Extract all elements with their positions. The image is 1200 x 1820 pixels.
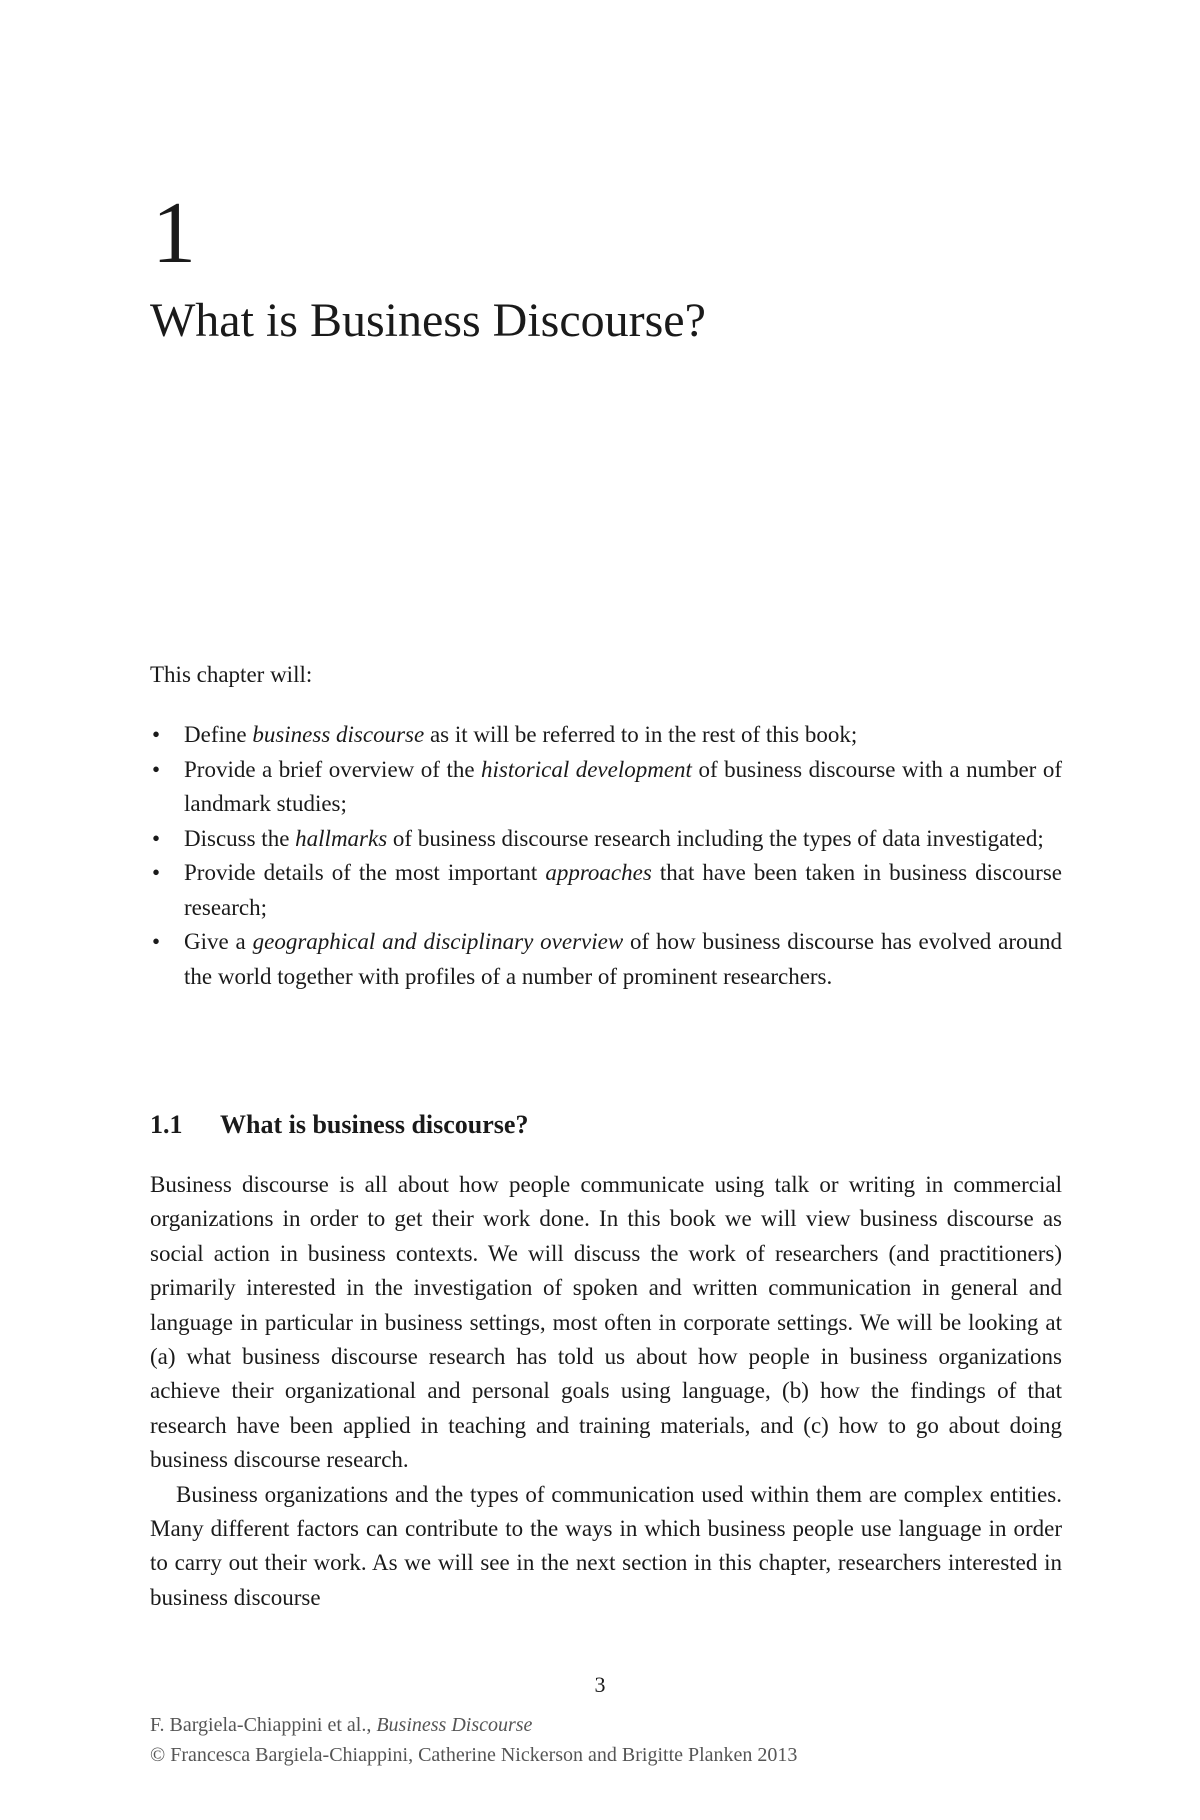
chapter-objectives-list bbox=[150, 718, 1062, 994]
bullet-icon: • bbox=[152, 722, 161, 747]
section-body bbox=[150, 1168, 1062, 1615]
chapter-title: What is Business Discourse? bbox=[150, 294, 706, 347]
objective-item: • Provide details of the most important approaches that have been taken in business discourse research; bbox=[150, 856, 1062, 925]
chapter-number: 1 bbox=[152, 185, 196, 282]
section-number: 1.1 bbox=[150, 1110, 183, 1139]
section-heading bbox=[150, 1108, 528, 1142]
objective-item: • Give a geographical and disciplinary overview of how business discourse has evolved around the world together with profiles of a number of prominent researchers. bbox=[150, 925, 1062, 994]
page-footer bbox=[150, 1710, 797, 1770]
body-paragraph: Business organizations and the types of communication used within them are complex entities. Many different factors can contribute to the ways in which business people use language in order to carry out their work. As we will see in the next section in this chapter, researchers interested in business discourse bbox=[150, 1481, 1062, 1610]
bullet-icon: • bbox=[152, 929, 161, 954]
objective-item: • Provide a brief overview of the historical development of business discourse with a number of landmark studies; bbox=[150, 753, 1062, 822]
copyright-line: © Francesca Bargiela-Chiappini, Catherine Nickerson and Brigitte Planken 2013 bbox=[150, 1744, 798, 1766]
citation-line: F. Bargiela-Chiappini et al., Business Discourse bbox=[150, 1714, 533, 1736]
page-number: 3 bbox=[594, 1672, 606, 1697]
bullet-icon: • bbox=[152, 825, 161, 851]
bullet-icon: • bbox=[152, 756, 161, 782]
objective-item: • Discuss the hallmarks of business discourse research including the types of data investigated; bbox=[150, 822, 1062, 857]
bullet-icon: • bbox=[152, 860, 161, 885]
section-title: What is business discourse? bbox=[220, 1110, 529, 1139]
objective-item: • Define business discourse as it will be referred to in the rest of this book; bbox=[150, 718, 1062, 753]
chapter-intro-lead: This chapter will: bbox=[150, 662, 313, 687]
body-paragraph: Business discourse is all about how people communicate using talk or writing in commercial organizations in order to get their work done. In this book we will view business discourse as social action in business contexts. We will discuss the work of researchers (and practitioners) primarily interested in the investigation of spoken and written communication in general and language in particular in business settings, most often in corporate settings. We will be looking at (a) what business discourse research has told us about how people in business organizations achieve their organizational and personal goals using language, (b) how the findings of that research have been applied in teaching and training materials, and (c) how to go about doing business discourse research. bbox=[150, 1172, 1062, 1473]
